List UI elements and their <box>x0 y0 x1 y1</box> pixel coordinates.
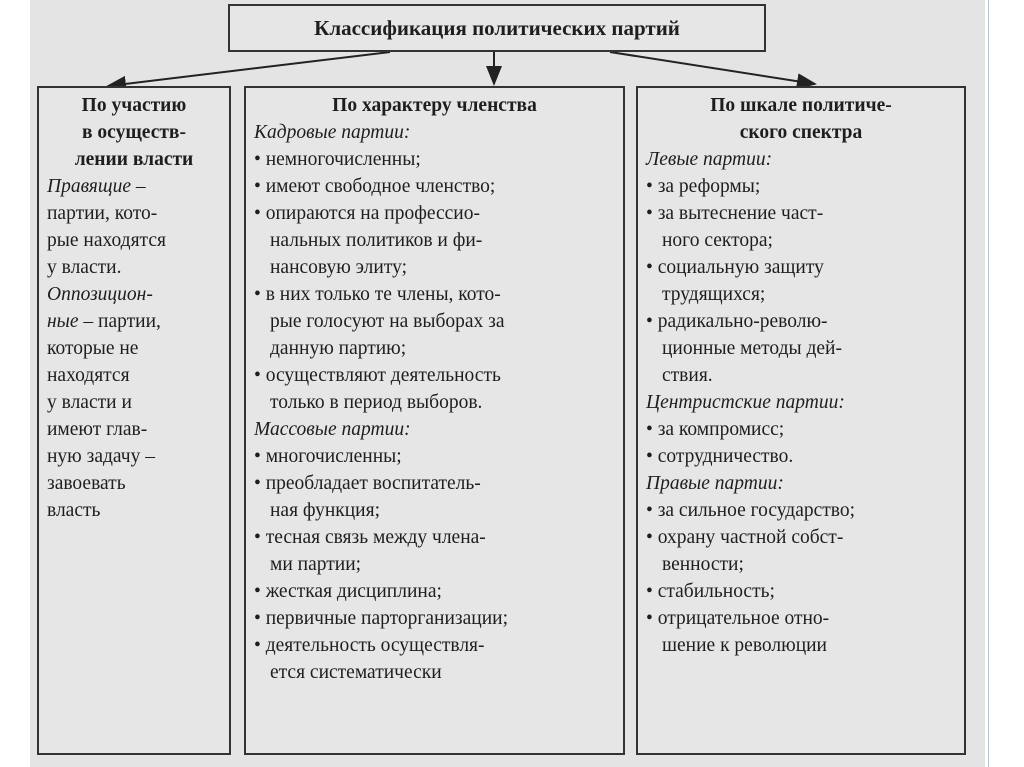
text-line: • тесная связь между члена- <box>254 527 486 548</box>
text-line: находятся <box>47 365 130 386</box>
column-by-political-spectrum <box>636 86 966 755</box>
text-line: • за вытеснение част- <box>646 203 824 224</box>
text-line: завоевать <box>47 473 126 494</box>
text-line: • деятельность осуществля- <box>254 635 485 656</box>
text-line: ную задачу – <box>47 446 155 467</box>
text-line: • за сильное государство; <box>646 500 856 521</box>
text-line: • радикально-револю- <box>646 311 828 332</box>
text-line: • в них только те члены, кото- <box>254 284 501 305</box>
text-line: которые не <box>47 338 139 359</box>
column-by-power-participation <box>37 86 231 755</box>
text-line: трудящихся; <box>662 284 766 305</box>
text-line: у власти. <box>47 257 122 278</box>
text-line: • сотрудничество. <box>646 446 794 467</box>
text-line: данную партию; <box>270 338 407 359</box>
column-heading-line: По характеру членства <box>332 95 537 116</box>
text-line: рые находятся <box>47 230 166 251</box>
category-label: Правящие – <box>47 176 146 197</box>
text-line: партии, кото- <box>47 203 158 224</box>
text-line: у власти и <box>47 392 132 413</box>
category-label: Кадровые партии: <box>254 122 411 143</box>
text-line: • преобладает воспитатель- <box>254 473 481 494</box>
text-line: • имеют свободное членство; <box>254 176 496 197</box>
text-line: шение к революции <box>662 635 827 656</box>
text-line: • охрану частной собст- <box>646 527 844 548</box>
text-line: ствия. <box>662 365 713 386</box>
text-line: ного сектора; <box>662 230 773 251</box>
text-line: • осуществляют деятельность <box>254 365 501 386</box>
arrow-left <box>108 52 390 86</box>
text-line: • стабильность; <box>646 581 775 602</box>
column-heading-line: в осуществ- <box>82 122 186 143</box>
text-line: власть <box>47 500 101 521</box>
text-line: венности; <box>662 554 744 575</box>
text-line: ми партии; <box>270 554 362 575</box>
text-line: • первичные парторганизации; <box>254 608 509 629</box>
column-heading-line: По участию <box>81 95 187 116</box>
column-by-membership <box>244 86 625 755</box>
text-line: • жесткая дисциплина; <box>254 581 442 602</box>
diagram-title: Классификация политических партий <box>228 4 766 52</box>
text-line: • немногочисленны; <box>254 149 421 170</box>
category-label: Оппозицион- <box>47 284 153 305</box>
text-line: ные – партии, <box>47 311 161 332</box>
text-line: • отрицательное отно- <box>646 608 830 629</box>
column-heading-line: ского спектра <box>739 122 863 143</box>
text-line: • за реформы; <box>646 176 761 197</box>
text-line: ется систематически <box>270 662 442 683</box>
text-line: нансовую элиту; <box>270 257 408 278</box>
text-line: • за компромисс; <box>646 419 785 440</box>
text-line: • многочисленны; <box>254 446 402 467</box>
column-heading-line: лении власти <box>74 149 194 170</box>
text-line: • социальную защиту <box>646 257 824 278</box>
category-label: Правые партии: <box>646 473 784 494</box>
text-line: имеют глав- <box>47 419 148 440</box>
category-label: Массовые партии: <box>254 419 411 440</box>
category-label: Левые партии: <box>646 149 773 170</box>
text-line: рые голосуют на выборах за <box>270 311 505 332</box>
text-line: ционные методы дей- <box>662 338 842 359</box>
text-line: нальных политиков и фи- <box>270 230 483 251</box>
arrow-right <box>610 52 815 84</box>
text-line: • опираются на профессио- <box>254 203 480 224</box>
text-line: ная функция; <box>270 500 381 521</box>
category-label: Центристские партии: <box>646 392 845 413</box>
text-line: только в период выборов. <box>270 392 483 413</box>
column-heading-line: По шкале политиче- <box>710 95 892 116</box>
